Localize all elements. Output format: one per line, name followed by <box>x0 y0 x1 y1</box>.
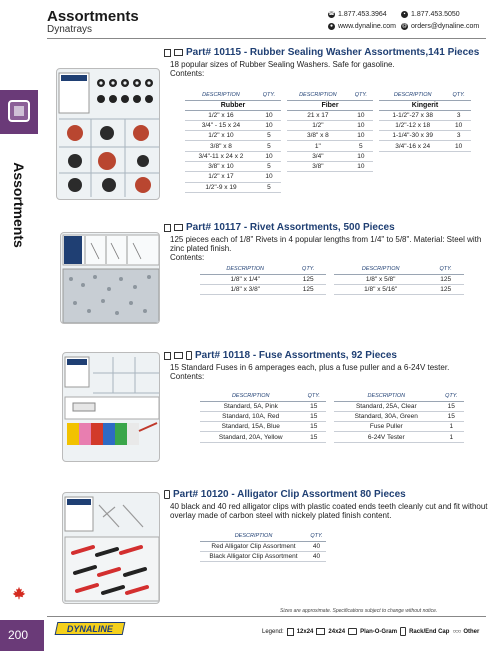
table-cell: 3 <box>446 110 471 120</box>
table-cell: 125 <box>427 274 464 284</box>
table-row <box>185 110 281 120</box>
product-10117-contents-label: Contents: <box>170 253 205 262</box>
table-cell: 1/8" x 5/8" <box>334 274 427 284</box>
table-row <box>287 120 373 130</box>
table-row <box>185 120 281 130</box>
product-10117-description <box>170 235 488 262</box>
table-row <box>185 182 281 192</box>
page-title: Assortments <box>47 8 139 25</box>
phone-number: 1.877.453.3964 <box>338 11 387 18</box>
table-row <box>287 161 373 171</box>
table-row <box>185 151 281 161</box>
legend-label: Legend: <box>262 628 284 635</box>
table-header: QTY. <box>290 264 326 274</box>
table-header: QTY. <box>446 90 471 100</box>
product-10115-heading <box>164 47 479 58</box>
table-cell: 10 <box>349 110 373 120</box>
24x24-icon <box>174 49 183 56</box>
table-cell: Standard, 5A, Pink <box>200 401 301 411</box>
table-cell: 3/4"-11 x 24 x 2 <box>185 151 257 161</box>
table-cell: 6-24V Tester <box>334 432 439 442</box>
legend-item: Other <box>463 628 480 635</box>
kingerit-washer-table <box>379 90 471 152</box>
table-row <box>200 274 326 284</box>
table-cell: 3/8" <box>287 161 349 171</box>
table-cell: 10 <box>446 120 471 130</box>
email-link[interactable]: orders@dynaline.com <box>411 23 480 30</box>
table-row <box>200 551 326 561</box>
rivet-table-left <box>200 264 326 295</box>
fuse-table-right <box>334 391 464 443</box>
table-row <box>379 110 471 120</box>
table-cell: Fuse Puller <box>334 422 439 432</box>
product-10120-title: Part# 10120 - Alligator Clip Assortment 80 Pieces <box>173 489 406 500</box>
24x24-icon <box>316 628 325 635</box>
dynaline-logo <box>55 622 126 635</box>
table-cell: 10 <box>257 151 281 161</box>
table-header: DESCRIPTION <box>379 90 446 100</box>
fax-contact <box>401 11 460 18</box>
rack-end-cap-icon <box>164 490 170 499</box>
24x24-icon <box>174 224 183 231</box>
table-cell: 1/2" x 10 <box>185 131 257 141</box>
email-icon: @ <box>401 23 408 29</box>
table-row <box>185 172 281 182</box>
logo-text: DYNALINE <box>66 624 113 634</box>
table-cell: Standard, 10A, Red <box>200 411 301 421</box>
phone-contact <box>328 11 387 18</box>
table-cell: 125 <box>290 274 326 284</box>
table-cell: 10 <box>257 172 281 182</box>
product-10118-contents-label: Contents: <box>170 372 205 381</box>
table-header: DESCRIPTION <box>200 391 301 401</box>
section-label-text: Assortments <box>11 162 27 248</box>
table-cell: 3/8" x 10 <box>185 161 257 171</box>
table-row <box>185 141 281 151</box>
table-cell: 1 <box>439 422 464 432</box>
fax-icon: ▪ <box>401 11 408 18</box>
alligator-clip-table <box>200 531 326 562</box>
table-cell: 1/8" x 1/4" <box>200 274 290 284</box>
table-row <box>287 110 373 120</box>
table-row <box>287 151 373 161</box>
table-cell: 1/8" x 5/16" <box>334 284 427 294</box>
product-10120-description <box>170 502 488 520</box>
table-cell: 3/4" - 15 x 24 <box>185 120 257 130</box>
table-header: DESCRIPTION <box>185 90 257 100</box>
maple-leaf-icon <box>12 586 26 600</box>
table-row <box>287 131 373 141</box>
table-cell: 3/8" x 8 <box>287 131 349 141</box>
legend-item: Plan-O-Gram <box>360 628 398 635</box>
table-cell: 1/8" x 3/8" <box>200 284 290 294</box>
website-link[interactable]: www.dynaline.com <box>338 23 396 30</box>
table-cell: 10 <box>349 131 373 141</box>
table-cell: 10 <box>349 120 373 130</box>
table-cell: 3/4" <box>287 151 349 161</box>
table-row <box>200 411 326 421</box>
table-row <box>185 131 281 141</box>
rivet-assortment-photo <box>60 232 160 324</box>
washer-assortment-photo <box>56 68 160 200</box>
table-row <box>287 141 373 151</box>
table-cell: Standard, 30A, Green <box>334 411 439 421</box>
table-cell: 15 <box>301 422 326 432</box>
product-10115-title: Part# 10115 - Rubber Sealing Washer Assortments,141 Pieces <box>186 47 480 58</box>
group-title-kingerit: Kingerit <box>379 100 471 110</box>
table-cell: 10 <box>349 151 373 161</box>
table-row <box>200 422 326 432</box>
table-cell: 3/4"-16 x 24 <box>379 141 446 151</box>
table-row <box>379 141 471 151</box>
product-10115-description <box>170 60 488 78</box>
product-10120-heading <box>164 489 406 500</box>
table-cell: 15 <box>301 401 326 411</box>
table-row <box>200 432 326 442</box>
table-cell: 10 <box>446 141 471 151</box>
table-row <box>334 274 464 284</box>
product-10118-description <box>170 363 488 381</box>
product-10115-contents-label: Contents: <box>170 69 205 78</box>
table-cell: 15 <box>439 401 464 411</box>
table-cell: Black Alligator Clip Assortment <box>200 551 307 561</box>
fiber-washer-table <box>287 90 373 172</box>
table-cell: 125 <box>427 284 464 294</box>
table-cell: 1/2"-12 x 18 <box>379 120 446 130</box>
group-title-rubber: Rubber <box>185 100 281 110</box>
table-cell: 40 <box>307 541 326 551</box>
table-cell: 1/2"-9 x 19 <box>185 182 257 192</box>
email-contact[interactable] <box>401 23 479 30</box>
table-header: QTY. <box>257 90 281 100</box>
12x24-icon <box>164 49 171 57</box>
table-cell: Standard, 15A, Blue <box>200 422 301 432</box>
table-row <box>334 401 464 411</box>
table-cell: 3 <box>446 131 471 141</box>
table-row <box>200 401 326 411</box>
alligator-clip-photo <box>62 492 160 604</box>
table-header: DESCRIPTION <box>200 264 290 274</box>
table-cell: 5 <box>257 141 281 151</box>
product-10118-desc-text: 15 Standard Fuses in 6 amperages each, plus a fuse puller and a 6-24V tester. <box>170 363 450 372</box>
legend <box>262 627 479 636</box>
table-header: QTY. <box>427 264 464 274</box>
table-row <box>379 131 471 141</box>
table-cell: 1" <box>287 141 349 151</box>
table-cell: 10 <box>257 110 281 120</box>
table-cell: 1/2" x 17 <box>185 172 257 182</box>
page-number: 200 <box>8 628 29 642</box>
table-cell: 125 <box>290 284 326 294</box>
12x24-icon <box>164 224 171 232</box>
table-row <box>200 284 326 294</box>
table-header: QTY. <box>307 531 326 541</box>
footer-divider <box>47 616 486 617</box>
table-header: DESCRIPTION <box>334 264 427 274</box>
product-10118-heading <box>164 350 397 361</box>
product-10115-desc-text: 18 popular sizes of Rubber Sealing Washers. Safe for gasoline. <box>170 60 395 69</box>
table-cell: 5 <box>257 182 281 192</box>
table-cell: 15 <box>301 432 326 442</box>
table-header: QTY. <box>301 391 326 401</box>
other-icon: ○○○ <box>452 628 461 635</box>
table-cell: 1-1/4"-30 x 39 <box>379 131 446 141</box>
product-10117-desc-text: 125 pieces each of 1/8" Rivets in 4 popular lengths from 1/4" to 5/8". Material: Steel with zinc plated finish. <box>170 235 482 253</box>
fax-number: 1.877.453.5050 <box>411 11 460 18</box>
table-row <box>334 432 464 442</box>
phone-icon: ☎ <box>328 11 335 17</box>
rubber-washer-table <box>185 90 281 193</box>
product-10120-desc-text: 40 black and 40 red alligator clips with plastic coated ends teeth cleanly cut and fit without overlay made of carbon steel with nickely plated finish content. <box>170 502 488 520</box>
table-cell: Standard, 25A, Clear <box>334 401 439 411</box>
fuse-assortment-photo <box>62 352 160 462</box>
table-cell: 1-1/2"-27 x 38 <box>379 110 446 120</box>
product-10117-heading <box>164 222 395 233</box>
group-title-fiber: Fiber <box>287 100 373 110</box>
rivet-table-right <box>334 264 464 295</box>
product-10118-title: Part# 10118 - Fuse Assortments, 92 Pieces <box>195 350 397 361</box>
table-cell: Red Alligator Clip Assortment <box>200 541 307 551</box>
table-cell: 3/8" x 8 <box>185 141 257 151</box>
rack-end-cap-icon <box>400 627 406 636</box>
12x24-icon <box>287 628 294 636</box>
table-cell: 1 <box>439 432 464 442</box>
table-cell: 21 x 17 <box>287 110 349 120</box>
table-cell: 10 <box>349 161 373 171</box>
table-row <box>379 120 471 130</box>
table-header: QTY. <box>349 90 373 100</box>
table-cell: 15 <box>439 411 464 421</box>
assortment-tray-icon <box>8 100 30 122</box>
table-header: DESCRIPTION <box>200 531 307 541</box>
rack-end-cap-icon <box>186 351 192 360</box>
table-cell: 1/2" x 16 <box>185 110 257 120</box>
table-cell: 15 <box>301 411 326 421</box>
table-cell: Standard, 20A, Yellow <box>200 432 301 442</box>
legend-item: Rack/End Cap <box>409 628 450 635</box>
legend-item: 12x24 <box>296 628 314 635</box>
table-cell: 1/2" <box>287 120 349 130</box>
disclaimer-note: Sizes are approximate. Specifications subject to change without notice. <box>280 608 438 614</box>
legend-item: 24x24 <box>328 628 346 635</box>
table-cell: 10 <box>257 120 281 130</box>
fuse-table-left <box>200 391 326 443</box>
table-row <box>334 422 464 432</box>
plan-o-gram-icon <box>348 628 357 635</box>
12x24-icon <box>164 352 171 360</box>
table-header: DESCRIPTION <box>334 391 439 401</box>
table-cell: 5 <box>257 131 281 141</box>
table-row <box>200 541 326 551</box>
globe-icon: ● <box>329 23 334 29</box>
table-header: DESCRIPTION <box>287 90 349 100</box>
table-cell: 5 <box>257 161 281 171</box>
table-cell: 5 <box>349 141 373 151</box>
24x24-icon <box>174 352 183 359</box>
page-subtitle: Dynatrays <box>47 24 93 35</box>
product-10117-title: Part# 10117 - Rivet Assortments, 500 Pieces <box>186 222 395 233</box>
table-cell: 40 <box>307 551 326 561</box>
table-row <box>334 411 464 421</box>
table-row <box>334 284 464 294</box>
section-label <box>3 140 35 270</box>
table-row <box>185 161 281 171</box>
table-header: QTY. <box>439 391 464 401</box>
header-divider <box>47 38 486 39</box>
website-contact[interactable] <box>328 23 396 30</box>
